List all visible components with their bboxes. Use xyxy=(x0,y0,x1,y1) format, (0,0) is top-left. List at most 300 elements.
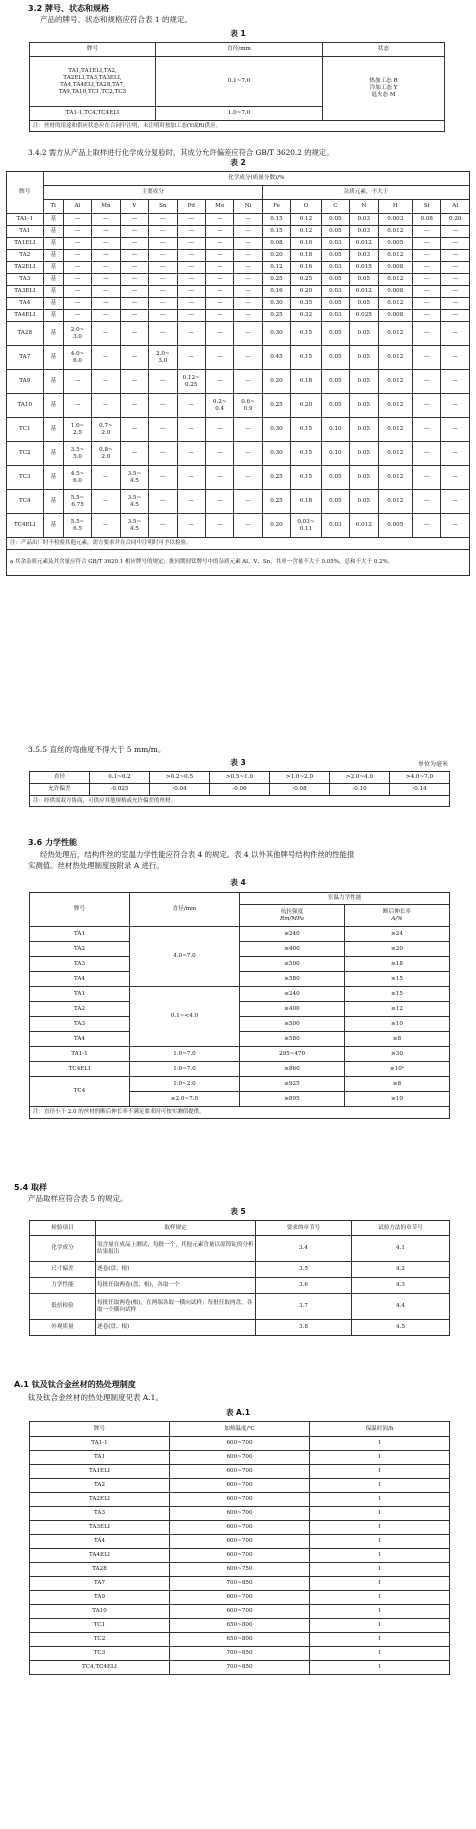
table-row xyxy=(7,286,470,298)
table-a-1 xyxy=(29,1421,450,1675)
composition-cell: — xyxy=(149,274,177,286)
composition-cell: 0.05 xyxy=(321,466,349,490)
header-cell: >2.0~4.0 xyxy=(330,772,390,784)
composition-cell: 0.05 xyxy=(350,274,378,286)
composition-cell: 0.05 xyxy=(321,214,349,226)
grade-cell: TA28 xyxy=(7,322,44,346)
composition-cell: 0.12 xyxy=(262,262,290,274)
table-note-row xyxy=(30,121,445,132)
header-cell: 要求的章节号 xyxy=(256,1221,352,1236)
composition-cell: — xyxy=(92,490,120,514)
table-row: 低倍检验 每批任取两卷(根)，在两端各取一横向试样；每批任取两盘，各取一个横向试样 3.7 4.4 xyxy=(30,1294,450,1320)
composition-cell: — xyxy=(177,298,205,310)
table-row xyxy=(7,262,470,274)
composition-cell: 0.12~ 0.25 xyxy=(177,370,205,394)
table-row xyxy=(7,490,470,514)
composition-cell: — xyxy=(92,214,120,226)
header-cell: 检验项目 xyxy=(30,1221,96,1236)
composition-cell: — xyxy=(63,262,91,274)
composition-cell: 0.45 xyxy=(262,346,290,370)
table-note-row xyxy=(7,550,470,576)
composition-cell: — xyxy=(177,442,205,466)
composition-cell: 5.5~ 6.75 xyxy=(63,490,91,514)
header-cell: >0.5~1.0 xyxy=(210,772,270,784)
composition-cell: 0.012 xyxy=(378,250,413,262)
composition-cell: — xyxy=(205,514,233,538)
composition-cell: — xyxy=(205,346,233,370)
header-cell: 牌号 xyxy=(30,1422,170,1437)
composition-cell: — xyxy=(441,310,470,322)
table-row xyxy=(7,514,470,538)
composition-cell: — xyxy=(177,310,205,322)
composition-cell: — xyxy=(63,250,91,262)
table-row xyxy=(7,418,470,442)
table-row xyxy=(30,1479,450,1493)
element-header-cell: N xyxy=(350,200,378,214)
table-row xyxy=(30,784,450,796)
table-row: 化学成分 氢含量在成品上测试，每批一个，其他元素含量以原铸锭的分析结果报出 3.4 4.1 xyxy=(30,1236,450,1262)
composition-cell: — xyxy=(92,346,120,370)
composition-cell: 1.0~ 2.5 xyxy=(63,418,91,442)
table-cell: TA10 xyxy=(30,1605,170,1619)
composition-cell: — xyxy=(205,262,233,274)
table-row xyxy=(7,394,470,418)
composition-cell: — xyxy=(234,226,262,238)
element-header-cell: Mo xyxy=(205,200,233,214)
composition-cell: — xyxy=(441,490,470,514)
composition-cell: — xyxy=(234,370,262,394)
composition-cell: 基 xyxy=(43,370,63,394)
table-cell: 1 xyxy=(310,1605,450,1619)
composition-cell: 0.03 xyxy=(321,262,349,274)
table-row xyxy=(30,1535,450,1549)
table-cell: TC4,TC4ELI xyxy=(30,1661,170,1675)
table-cell: 650~800 xyxy=(170,1619,310,1633)
header-cell: 加热温度/℃ xyxy=(170,1422,310,1437)
composition-cell: — xyxy=(441,262,470,274)
table-1 xyxy=(29,42,445,132)
table-caption: 表 A.1 xyxy=(225,1408,251,1417)
composition-cell: 基 xyxy=(43,514,63,538)
composition-cell: 0.16 xyxy=(262,286,290,298)
composition-cell: — xyxy=(413,250,441,262)
table-row xyxy=(30,1661,450,1675)
composition-cell: 0.03 xyxy=(350,250,378,262)
composition-cell: — xyxy=(149,394,177,418)
table-row xyxy=(30,1521,450,1535)
table-cell: TA3 xyxy=(30,1507,170,1521)
composition-cell: 0.30 xyxy=(262,418,290,442)
composition-cell: — xyxy=(234,466,262,490)
section-heading: 3.2 牌号、状态和规格 xyxy=(28,4,109,13)
composition-cell: 0.12 xyxy=(291,226,321,238)
table-row: TA2 ≥400 ≥20 xyxy=(30,942,450,957)
composition-cell: — xyxy=(149,442,177,466)
table-row: TA3 ≥500 ≥18 xyxy=(30,957,450,972)
composition-cell: — xyxy=(205,490,233,514)
table-cell: 700~850 xyxy=(170,1661,310,1675)
grade-cell: TA1 xyxy=(7,226,44,238)
composition-cell: — xyxy=(120,238,148,250)
table-cell: 1 xyxy=(310,1465,450,1479)
paragraph: 产品取样应符合表 5 的规定。 xyxy=(28,1194,128,1203)
composition-cell: — xyxy=(63,298,91,310)
grade-cell: TC1 xyxy=(7,418,44,442)
grade-cell: TA1-1,TC4,TC4ELI xyxy=(30,107,156,121)
composition-cell: 0.05 xyxy=(321,250,349,262)
composition-cell: 3.5~ 5.0 xyxy=(63,442,91,466)
table-note: 注：经供需双方协商，可供应其他规格或允许偏差的丝材。 xyxy=(30,796,450,807)
composition-cell: 0.25 xyxy=(291,274,321,286)
composition-cell: — xyxy=(205,370,233,394)
element-header-cell: Fe xyxy=(262,200,290,214)
table-caption: 表 4 xyxy=(230,878,246,887)
composition-cell: 0.005 xyxy=(378,514,413,538)
composition-cell: — xyxy=(149,418,177,442)
table-cell: 600~700 xyxy=(170,1549,310,1563)
grade-cell: TC2 xyxy=(7,442,44,466)
composition-cell: 基 xyxy=(43,214,63,226)
composition-cell: — xyxy=(63,370,91,394)
composition-cell: 0.012 xyxy=(350,514,378,538)
composition-cell: — xyxy=(413,346,441,370)
table-cell: 600~700 xyxy=(170,1493,310,1507)
table-cell: TA2ELI xyxy=(30,1493,170,1507)
composition-cell: 0.25 xyxy=(262,310,290,322)
header-cell: 直径/mm xyxy=(130,893,240,927)
composition-cell: 0.012 xyxy=(350,238,378,250)
paragraph: 3.5.5 直丝的弯曲度不得大于 5 mm/m。 xyxy=(28,745,166,754)
grade-cell: TA3ELI xyxy=(7,286,44,298)
table-cell: 1 xyxy=(310,1647,450,1661)
composition-cell: — xyxy=(413,418,441,442)
composition-cell: 0.012 xyxy=(350,286,378,298)
composition-cell: — xyxy=(120,370,148,394)
table-cell: 600~700 xyxy=(170,1465,310,1479)
composition-cell: — xyxy=(177,250,205,262)
table-row xyxy=(7,466,470,490)
table-2 xyxy=(6,171,470,576)
composition-cell: 0.20 xyxy=(291,394,321,418)
header-cell: >0.2~0.5 xyxy=(150,772,210,784)
composition-cell: — xyxy=(63,238,91,250)
composition-cell: — xyxy=(149,322,177,346)
composition-cell: 0.03 xyxy=(321,238,349,250)
header-cell: 直径/mm xyxy=(156,43,323,57)
table-cell: 1 xyxy=(310,1479,450,1493)
composition-cell: — xyxy=(205,226,233,238)
paragraph: 钛及钛合金丝材的热处理制度见表 A.1。 xyxy=(28,1393,163,1402)
element-header-cell: Si xyxy=(413,200,441,214)
table-cell: 600~700 xyxy=(170,1605,310,1619)
composition-cell: 0.18 xyxy=(291,370,321,394)
composition-cell: 0.03 xyxy=(350,226,378,238)
composition-cell: 0.03 xyxy=(321,514,349,538)
composition-cell: — xyxy=(177,274,205,286)
composition-cell: 0.03~ 0.11 xyxy=(291,514,321,538)
table-cell: 1 xyxy=(310,1535,450,1549)
table-row: TA4 ≥580 ≥15 xyxy=(30,972,450,987)
composition-cell: — xyxy=(177,226,205,238)
table-cell: 1 xyxy=(310,1437,450,1451)
table-cell: 1 xyxy=(310,1661,450,1675)
composition-cell: 0.05 xyxy=(350,322,378,346)
composition-cell: 基 xyxy=(43,346,63,370)
table-cell: 600~700 xyxy=(170,1437,310,1451)
composition-cell: — xyxy=(441,322,470,346)
header-cell: 0.1~0.2 xyxy=(90,772,150,784)
grade-cell: TA10 xyxy=(7,394,44,418)
table-cell: TA7 xyxy=(30,1577,170,1591)
composition-cell: 0.05 xyxy=(321,226,349,238)
table-cell: 600~700 xyxy=(170,1591,310,1605)
composition-cell: 基 xyxy=(43,490,63,514)
table-cell: 600~700 xyxy=(170,1451,310,1465)
composition-cell: — xyxy=(441,442,470,466)
composition-cell: 0.25 xyxy=(262,490,290,514)
composition-cell: 基 xyxy=(43,286,63,298)
composition-cell: 0.005 xyxy=(378,238,413,250)
composition-cell: — xyxy=(413,310,441,322)
unit-label: 单位为毫米 xyxy=(417,761,448,768)
composition-cell: 0.12 xyxy=(291,214,321,226)
header-cell: >4.0~7.0 xyxy=(390,772,450,784)
composition-cell: 基 xyxy=(43,310,63,322)
table-row xyxy=(30,1563,450,1577)
table-row: TA1-1 1.0~7.0 295~470 ≥30 xyxy=(30,1047,450,1062)
header-cell: 取样规定 xyxy=(96,1221,256,1236)
table-note: 注：产品出厂时不检验其他元素，需方要求并在合同中注明时可予以检验。 xyxy=(7,538,470,550)
table-row xyxy=(30,1647,450,1661)
composition-cell: 0.05 xyxy=(350,442,378,466)
table-cell: 600~700 xyxy=(170,1535,310,1549)
grade-cell: TA1ELI xyxy=(7,238,44,250)
composition-cell: 0.05 xyxy=(350,418,378,442)
composition-cell: 基 xyxy=(43,262,63,274)
composition-cell: — xyxy=(234,238,262,250)
table-row xyxy=(30,57,445,107)
composition-cell: — xyxy=(234,346,262,370)
composition-cell: 0.025 xyxy=(350,310,378,322)
table-cell: TA28 xyxy=(30,1563,170,1577)
composition-cell: — xyxy=(413,370,441,394)
composition-cell: 0.15 xyxy=(291,466,321,490)
header-cell: 化学成分(质量分数)/% xyxy=(43,172,469,186)
diameter-cell: 1.0~7.0 xyxy=(156,107,323,121)
table-row xyxy=(30,1437,450,1451)
table-row xyxy=(30,1605,450,1619)
composition-cell: 0.30 xyxy=(262,298,290,310)
table-header-row xyxy=(30,772,450,784)
composition-cell: — xyxy=(63,274,91,286)
composition-cell: — xyxy=(234,274,262,286)
composition-cell: 0.25 xyxy=(262,274,290,286)
element-header-cell: Al xyxy=(63,200,91,214)
composition-cell: — xyxy=(149,310,177,322)
composition-cell: — xyxy=(120,286,148,298)
composition-cell: — xyxy=(441,418,470,442)
header-cell: 试验方法的章节号 xyxy=(352,1221,450,1236)
element-header-cell: C xyxy=(321,200,349,214)
section-heading: 3.6 力学性能 xyxy=(28,838,77,847)
table-cell: 1 xyxy=(310,1619,450,1633)
state-cell: 热加工态 R 冷加工态 Y 退火态 M xyxy=(323,57,445,121)
paragraph: 实测值。丝材热处理制度按附录 A 进行。 xyxy=(28,861,164,870)
composition-cell: 0.012 xyxy=(378,466,413,490)
composition-cell: 0.6~ 0.9 xyxy=(234,394,262,418)
composition-cell: 0.012 xyxy=(378,490,413,514)
element-header-cell: O xyxy=(291,200,321,214)
table-5 xyxy=(29,1220,450,1336)
composition-cell: 0.25 xyxy=(262,394,290,418)
table-cell: 1 xyxy=(310,1549,450,1563)
table-header-row xyxy=(30,1221,450,1236)
table-cell: 1 xyxy=(310,1507,450,1521)
composition-cell: 0.015 xyxy=(350,262,378,274)
header-cell: 抗拉强度 Rm/MPa xyxy=(240,905,345,927)
table-cell: 600~700 xyxy=(170,1479,310,1493)
composition-cell: — xyxy=(149,214,177,226)
composition-cell: — xyxy=(177,262,205,274)
composition-cell: 0.05 xyxy=(350,466,378,490)
composition-cell: — xyxy=(234,490,262,514)
table-cell: 700~850 xyxy=(170,1577,310,1591)
table-row: 力学性能 每批任取两卷(盘、根)，各取一个 3.6 4.3 xyxy=(30,1278,450,1294)
table-row: TA3 ≥500 ≥10 xyxy=(30,1017,450,1032)
composition-cell: — xyxy=(413,298,441,310)
composition-cell: — xyxy=(205,250,233,262)
table-cell: 650~800 xyxy=(170,1633,310,1647)
composition-cell: — xyxy=(149,250,177,262)
composition-cell: — xyxy=(120,274,148,286)
composition-cell: — xyxy=(205,274,233,286)
composition-cell: — xyxy=(234,310,262,322)
composition-cell: — xyxy=(120,262,148,274)
composition-cell: 0.012 xyxy=(378,226,413,238)
composition-cell: — xyxy=(234,250,262,262)
table-cell: -0.06 xyxy=(210,784,270,796)
composition-cell: — xyxy=(149,490,177,514)
table-cell: 600~700 xyxy=(170,1521,310,1535)
table-row: TC4ELI 1.0~7.0 ≥860 ≥10ᵃ xyxy=(30,1062,450,1077)
table-cell: TA3ELI xyxy=(30,1521,170,1535)
composition-cell: 0.012 xyxy=(378,346,413,370)
table-caption: 表 5 xyxy=(230,1207,246,1216)
table-row xyxy=(7,298,470,310)
table-cell: -0.08 xyxy=(270,784,330,796)
table-cell: 1 xyxy=(310,1493,450,1507)
composition-cell: — xyxy=(177,322,205,346)
grade-cell: TA9 xyxy=(7,370,44,394)
composition-cell: — xyxy=(149,298,177,310)
table-cell: TA4 xyxy=(30,1535,170,1549)
element-header-cell: Sn xyxy=(149,200,177,214)
composition-cell: — xyxy=(413,286,441,298)
composition-cell: — xyxy=(413,394,441,418)
composition-cell: — xyxy=(92,238,120,250)
composition-cell: — xyxy=(92,226,120,238)
table-row xyxy=(30,1577,450,1591)
composition-cell: — xyxy=(149,262,177,274)
composition-cell: 0.008 xyxy=(378,286,413,298)
composition-cell: 0.10 xyxy=(291,238,321,250)
composition-cell: — xyxy=(205,310,233,322)
table-cell: 1 xyxy=(310,1577,450,1591)
composition-cell: — xyxy=(92,310,120,322)
composition-cell: 0.16 xyxy=(291,262,321,274)
table-note-row xyxy=(30,1107,450,1119)
composition-cell: 0.05 xyxy=(321,346,349,370)
table-cell: -0.14 xyxy=(390,784,450,796)
composition-cell: — xyxy=(92,370,120,394)
composition-cell: 0.32 xyxy=(291,310,321,322)
composition-cell: — xyxy=(92,466,120,490)
composition-cell: 0.08 xyxy=(413,214,441,226)
composition-cell: — xyxy=(413,262,441,274)
table-cell: 600~750 xyxy=(170,1563,310,1577)
composition-cell: — xyxy=(413,466,441,490)
composition-cell: — xyxy=(205,214,233,226)
composition-cell: — xyxy=(234,214,262,226)
paragraph: 产品的牌号、状态和规格应符合表 1 的规定。 xyxy=(40,15,193,24)
composition-cell: 0.008 xyxy=(378,310,413,322)
paragraph: 经热处理后，结构件丝的室温力学性能应符合表 4 的规定。表 4 以外其他牌号结构件丝的性能报 xyxy=(40,850,355,859)
composition-cell: — xyxy=(234,442,262,466)
composition-cell: — xyxy=(413,514,441,538)
table-cell: TA4ELI xyxy=(30,1549,170,1563)
composition-cell: 0.15 xyxy=(291,442,321,466)
composition-cell: — xyxy=(120,322,148,346)
composition-cell: — xyxy=(120,394,148,418)
composition-cell: 0.30 xyxy=(262,322,290,346)
table-row xyxy=(30,1633,450,1647)
table-row xyxy=(30,1619,450,1633)
table-3 xyxy=(29,771,450,807)
composition-cell: — xyxy=(441,238,470,250)
composition-cell: — xyxy=(120,214,148,226)
table-header-row xyxy=(30,893,450,905)
composition-cell: — xyxy=(205,442,233,466)
composition-cell: — xyxy=(177,238,205,250)
table-row xyxy=(7,238,470,250)
composition-cell: — xyxy=(92,514,120,538)
composition-cell: 0.20 xyxy=(262,370,290,394)
table-cell: TC2 xyxy=(30,1633,170,1647)
composition-cell: — xyxy=(413,274,441,286)
table-row xyxy=(7,322,470,346)
composition-cell: — xyxy=(120,346,148,370)
table-cell: 600~700 xyxy=(170,1507,310,1521)
header-cell: 牌号 xyxy=(30,43,156,57)
composition-cell: — xyxy=(92,394,120,418)
composition-cell: — xyxy=(149,226,177,238)
composition-cell: — xyxy=(92,262,120,274)
header-cell: 断后伸长率 A/% xyxy=(345,905,450,927)
composition-cell: 0.05 xyxy=(321,370,349,394)
composition-cell: 0.20 xyxy=(441,214,470,226)
composition-cell: — xyxy=(63,310,91,322)
composition-cell: 0.2~ 0.4 xyxy=(205,394,233,418)
table-note: 注：丝材的用途和供应状态应在合同中注明，未注明时按加工态(Y或R)供应。 xyxy=(30,121,445,132)
composition-cell: — xyxy=(63,286,91,298)
grade-cell: TA1-1 xyxy=(7,214,44,226)
composition-cell: 0.05 xyxy=(350,346,378,370)
composition-cell: — xyxy=(441,370,470,394)
composition-cell: 5.5~ 6.5 xyxy=(63,514,91,538)
composition-cell: 0.20 xyxy=(262,250,290,262)
table-row xyxy=(7,250,470,262)
section-heading: A.1 钛及钛合金丝材的热处理制度 xyxy=(14,1380,136,1389)
